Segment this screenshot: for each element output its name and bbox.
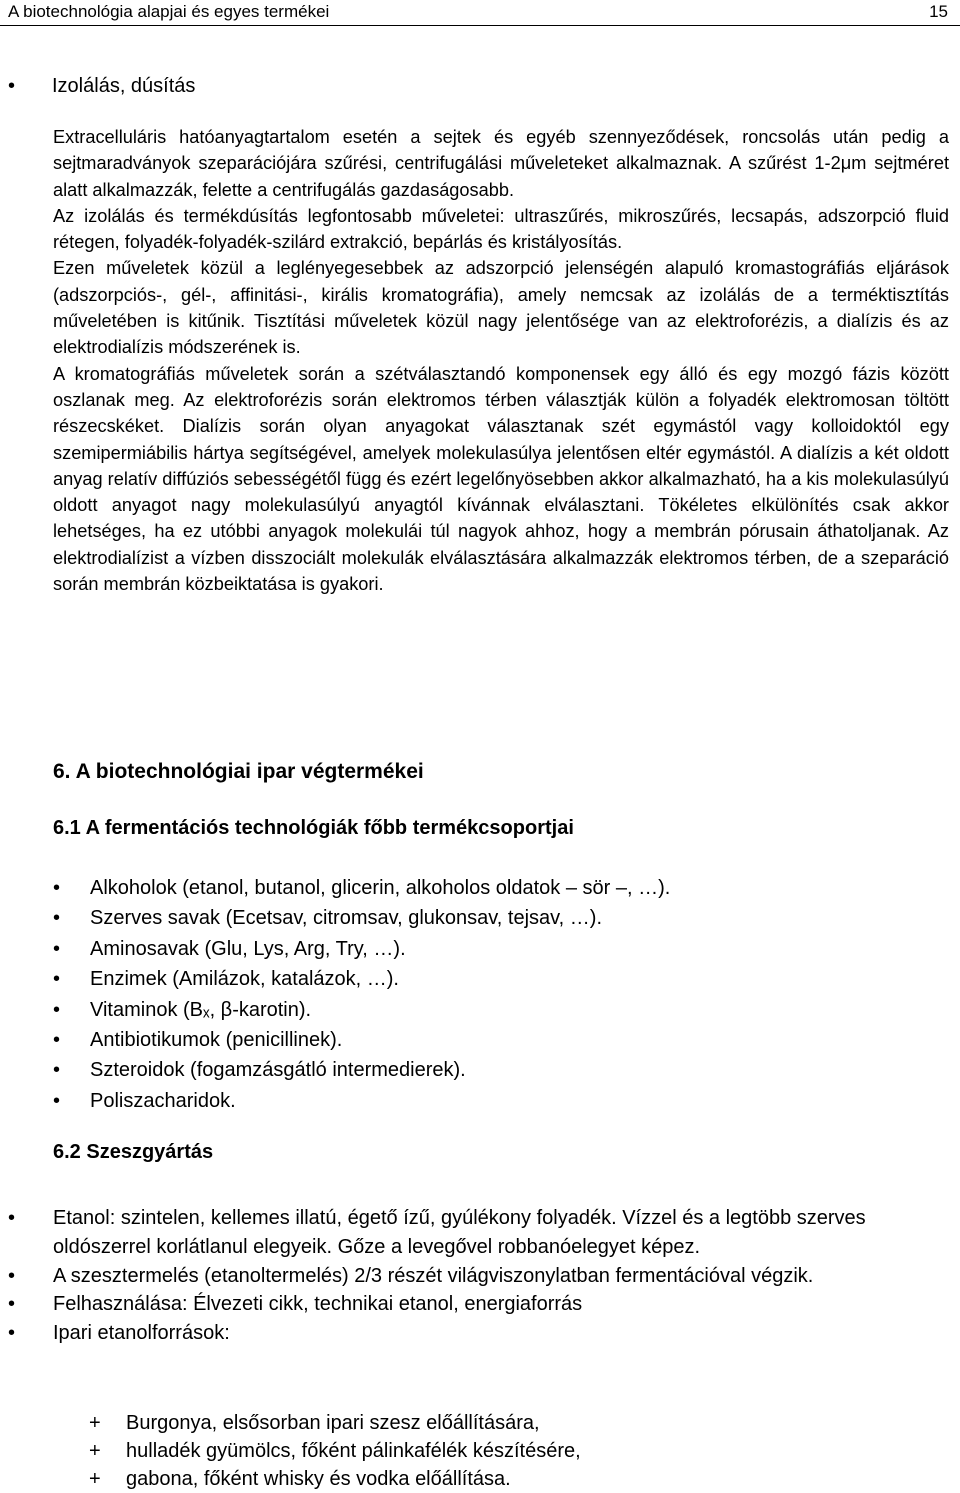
page-header (0, 0, 960, 26)
list-item (53, 903, 933, 933)
bullet-icon: • (8, 75, 16, 97)
list-item (53, 1055, 933, 1085)
list-item-text: Vitaminok (Bₓ, β-karotin). (90, 998, 312, 1021)
list-item-text: Szteroidok (fogamzásgátló intermedierek). (90, 1059, 466, 1082)
list-item (53, 1025, 933, 1055)
section-heading-products: 6.1 A fermentációs technológiák főbb termékcsoportjai (53, 817, 574, 839)
bullet-icon: • (53, 1029, 61, 1052)
list-item (53, 934, 933, 964)
bullet-icon: • (8, 1322, 16, 1345)
list-item-text: Ipari etanolforrások: (53, 1322, 230, 1345)
isolation-text (53, 124, 949, 597)
list-item (53, 1465, 853, 1493)
bullet-icon: • (53, 1089, 61, 1112)
list-item (53, 873, 933, 903)
bullet-icon: • (53, 968, 61, 991)
bullet-icon: • (8, 1264, 16, 1287)
plus-icon: + (89, 1440, 101, 1462)
bullet-icon: • (53, 1059, 61, 1082)
list-item (8, 1204, 908, 1262)
bullet-icon: • (53, 877, 61, 899)
list-item (53, 1437, 853, 1465)
ethanol-list (8, 1204, 908, 1348)
section-title: Izolálás, dúsítás (52, 75, 196, 97)
plus-icon: + (89, 1468, 101, 1490)
list-item (53, 1086, 933, 1116)
list-item (8, 1290, 908, 1319)
list-item-text: Etanol: szintelen, kellemes illatú, égető ízű, gyúlékony folyadék. Vízzel és a legtöbb szerves oldószerrel korlátlanul elegyeik. Gőze a levegővel robbanóelegyet képez. (53, 1207, 866, 1258)
bullet-icon: • (8, 1207, 16, 1229)
list-item-text: hulladék gyümölcs, főként pálinkafélék készítésére, (126, 1440, 581, 1462)
list-item-text: Poliszacharidok. (90, 1089, 236, 1112)
page-number: 15 (929, 2, 948, 21)
list-item (8, 1262, 908, 1291)
list-item-text: Aminosavak (Glu, Lys, Arg, Try, …). (90, 937, 406, 960)
chapter-heading: 6. A biotechnológiai ipar végtermékei (53, 760, 424, 783)
list-item-text: Antibiotikumok (penicillinek). (90, 1029, 343, 1052)
paragraph: A kromatográfiás műveletek során a szétválasztandó komponensek egy álló és egy mozgó fázis között oszlanak meg. Az elektroforézis során elektromos térben választják külön a folyadék elektromosan töltött részecskéket. Dialízis során olyan anyagokat választanak szét egymástól vagy kolloidoktól egy szemipermiábilis hártya segítségével, amelyek molekulasúlya jelentősen eltér egymástól. A dialízis a két oldott anyag relatív diffúziós sebességétől függ és ezért legelőnyösebben akkor alkalmazható, ha a kis molekulasúlyú oldott anyagot nagy molekulasúlyú anyagtól kívánnak elválasztani. Tökéletes elkülönítés csak akkor lehetséges, ha ez utóbbi anyagok molekulái túl nagyok ahhoz, hogy a membrán pórusain áthatoljanak. Az elektrodialízist a vízben disszociált molekulák elválasztására alkalmazzák elektromos térben, de a szeparáció során membrán közbeiktatása is gyakori. (53, 363, 949, 595)
ethanol-source-list (53, 1409, 853, 1493)
list-item-text: Burgonya, elsősorban ipari szesz előállítására, (126, 1412, 540, 1434)
list-item-text: Enzimek (Amilázok, katalázok, …). (90, 968, 399, 991)
bullet-icon: • (8, 1293, 16, 1316)
paragraph: Az izolálás és termékdúsítás legfontosabb műveletei: ultraszűrés, mikroszűrés, lecsapás, adszorpció fluid rétegen, folyadék-folyadék-szilárd extrakció, bepárlás és kristályosítás. (53, 205, 949, 253)
list-item-text: Alkoholok (etanol, butanol, glicerin, alkoholos oldatok – sör –, …). (90, 877, 671, 899)
bullet-icon: • (53, 907, 61, 930)
bullet-icon: • (53, 998, 61, 1021)
list-item (53, 1409, 853, 1437)
paragraph: Ezen műveletek közül a leglényegesebbek az adszorpció jelenségén alapuló kromastográfiás eljárások (adszorpciós-, gél-, affinitási-, királis kromatográfia), amely nemcsak az izolálás de a terméktisztítás műveletében is kitűnik. Tisztítási műveletek közül nagy jelentősége van az elektroforézis, a dialízis és az elektrodialízis módszerének is. (53, 258, 949, 358)
product-list (53, 873, 933, 1116)
list-item-text: Felhasználása: Élvezeti cikk, technikai etanol, energiaforrás (53, 1293, 583, 1316)
paragraph: Extracelluláris hatóanyagtartalom esetén a sejtek és egyéb szennyeződések, roncsolás után pedig a sejtmaradványok szeparációjára szűrési, centrifugálási műveleteket alkalmaznak. A szűrést 1-2μm sejtméret alatt alkalmazzák, felette a centrifugálás gazdaságosabb. (53, 127, 949, 200)
header-title: A biotechnológia alapjai és egyes termékei (8, 2, 330, 21)
section-heading-distilling: 6.2 Szeszgyártás (53, 1141, 214, 1163)
list-item-text: A szesztermelés (etanoltermelés) 2/3 részét világviszonylatban fermentációval végzik. (53, 1264, 814, 1287)
plus-icon: + (89, 1412, 101, 1434)
list-item-text: gabona, főként whisky és vodka előállítása. (126, 1468, 511, 1490)
list-item-text: Szerves savak (Ecetsav, citromsav, glukonsav, tejsav, …). (90, 907, 603, 930)
list-item (8, 1319, 908, 1348)
list-item (53, 964, 933, 994)
list-item (53, 995, 933, 1025)
bullet-icon: • (53, 937, 61, 960)
